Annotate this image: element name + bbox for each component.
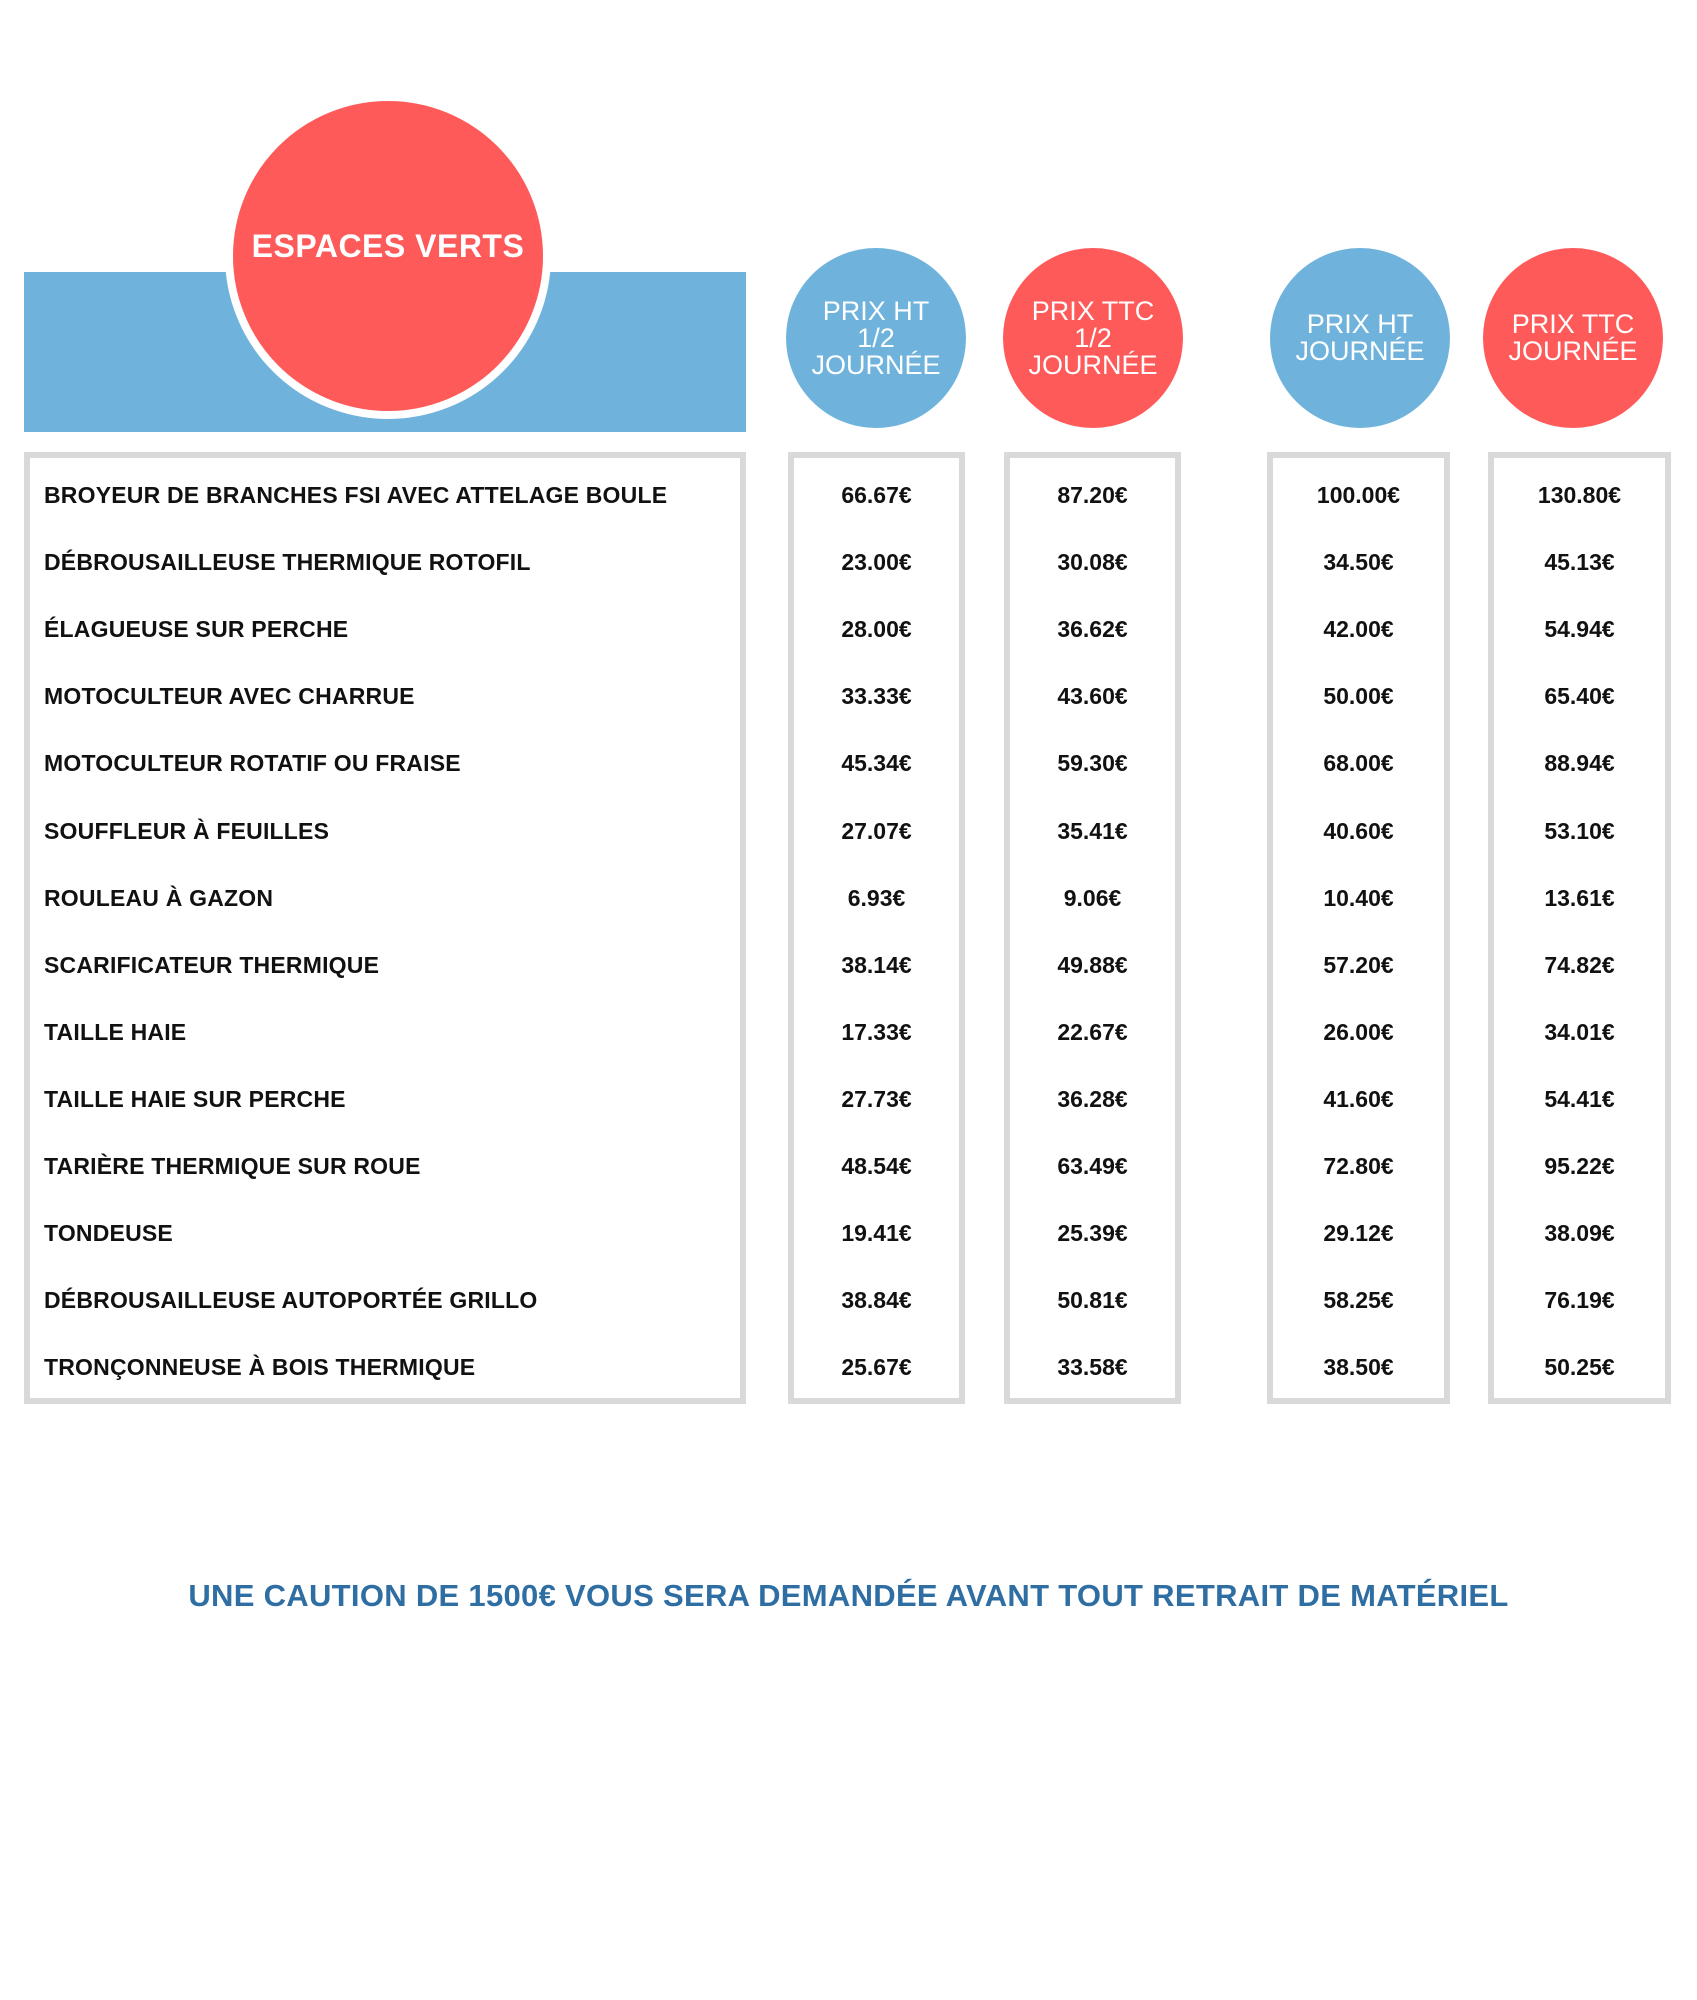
- price-cell: [794, 883, 959, 913]
- price-value: 33.33€: [841, 682, 912, 709]
- price-value: 48.54€: [841, 1152, 912, 1179]
- price-value: 35.41€: [1057, 817, 1128, 844]
- price-value: 19.41€: [841, 1219, 912, 1246]
- price-column-header-line: JOURNÉE: [1295, 336, 1425, 366]
- price-column-header-line: PRIX HT: [1306, 309, 1414, 339]
- price-value: 66.67€: [841, 481, 912, 508]
- price-value: 36.28€: [1057, 1085, 1128, 1112]
- price-cell: [1010, 614, 1175, 644]
- price-value: 9.06€: [1063, 884, 1122, 911]
- price-cell: [794, 1285, 959, 1315]
- price-value: 53.10€: [1544, 817, 1615, 844]
- price-cell: [1494, 614, 1665, 644]
- price-cell: [794, 950, 959, 980]
- price-cell: [1273, 1285, 1444, 1315]
- price-value: 27.07€: [841, 817, 912, 844]
- price-value: 63.49€: [1057, 1152, 1128, 1179]
- item-name: TARIÈRE THERMIQUE SUR ROUE: [44, 1152, 421, 1179]
- price-cell: [1010, 883, 1175, 913]
- price-value: 33.58€: [1057, 1353, 1128, 1380]
- price-column-header-line: 1/2: [1074, 322, 1112, 353]
- price-cell: [1494, 1352, 1665, 1382]
- price-value: 100.00€: [1316, 481, 1401, 508]
- price-value: 38.14€: [841, 951, 912, 978]
- price-cell: [1010, 1017, 1175, 1047]
- price-value: 38.09€: [1544, 1219, 1615, 1246]
- price-cell: [1494, 1017, 1665, 1047]
- item-name: TRONÇONNEUSE À BOIS THERMIQUE: [44, 1353, 476, 1380]
- price-value: 30.08€: [1057, 548, 1128, 575]
- price-value: 42.00€: [1323, 615, 1394, 642]
- price-cell: [1273, 883, 1444, 913]
- category-circle: [225, 93, 551, 419]
- price-cell: [1273, 950, 1444, 980]
- list-item: [30, 1017, 740, 1047]
- price-cell: [1010, 681, 1175, 711]
- price-value: 27.73€: [841, 1085, 912, 1112]
- price-cell: [1010, 480, 1175, 510]
- price-column-header-2: [1270, 248, 1450, 428]
- price-value: 22.67€: [1057, 1018, 1128, 1045]
- price-cell: [794, 1017, 959, 1047]
- price-cell: [1273, 1352, 1444, 1382]
- item-name: MOTOCULTEUR AVEC CHARRUE: [44, 682, 415, 709]
- price-value: 45.34€: [841, 749, 912, 776]
- price-cell: [1010, 950, 1175, 980]
- item-name: TAILLE HAIE: [44, 1018, 187, 1045]
- list-item: [30, 1151, 740, 1181]
- price-cell: [1010, 547, 1175, 577]
- price-value: 50.25€: [1544, 1353, 1615, 1380]
- price-cell: [1494, 748, 1665, 778]
- list-item: [30, 883, 740, 913]
- price-cell: [794, 1151, 959, 1181]
- price-cell: [1273, 1017, 1444, 1047]
- price-cell: [1494, 681, 1665, 711]
- price-cell: [1273, 1151, 1444, 1181]
- price-cell: [794, 547, 959, 577]
- price-cell: [794, 1084, 959, 1114]
- item-name: MOTOCULTEUR ROTATIF OU FRAISE: [44, 749, 461, 776]
- price-cell: [1010, 1084, 1175, 1114]
- price-cell: [1273, 748, 1444, 778]
- price-value: 10.40€: [1323, 884, 1394, 911]
- price-column-ht-day: [1267, 452, 1450, 1404]
- price-cell: [1010, 816, 1175, 846]
- price-column-header-3: [1483, 248, 1663, 428]
- price-value: 95.22€: [1544, 1152, 1615, 1179]
- price-value: 50.00€: [1323, 682, 1394, 709]
- item-name: TAILLE HAIE SUR PERCHE: [44, 1085, 346, 1112]
- list-item: [30, 547, 740, 577]
- item-name: TONDEUSE: [44, 1219, 173, 1246]
- price-value: 23.00€: [841, 548, 912, 575]
- price-value: 29.12€: [1323, 1219, 1394, 1246]
- price-value: 13.61€: [1544, 884, 1615, 911]
- price-cell: [794, 1352, 959, 1382]
- price-value: 76.19€: [1544, 1286, 1615, 1313]
- list-item: [30, 1352, 740, 1382]
- price-value: 43.60€: [1057, 682, 1128, 709]
- price-value: 45.13€: [1544, 548, 1615, 575]
- list-item: [30, 748, 740, 778]
- item-name: ROULEAU À GAZON: [44, 884, 274, 911]
- item-name: BROYEUR DE BRANCHES FSI AVEC ATTELAGE BOULE: [44, 481, 668, 508]
- price-cell: [794, 614, 959, 644]
- price-cell: [1494, 950, 1665, 980]
- price-value: 34.01€: [1544, 1018, 1615, 1045]
- list-item: [30, 614, 740, 644]
- price-column-header-line: PRIX TTC: [1031, 295, 1155, 326]
- price-column-ttc-half-day: [1004, 452, 1181, 1404]
- list-item: [30, 1218, 740, 1248]
- price-cell: [1494, 1151, 1665, 1181]
- price-cell: [1273, 480, 1444, 510]
- price-value: 68.00€: [1323, 749, 1394, 776]
- price-column-header-line: JOURNÉE: [1508, 336, 1638, 366]
- item-name: SOUFFLEUR À FEUILLES: [44, 817, 330, 844]
- item-name: DÉBROUSAILLEUSE AUTOPORTÉE GRILLO: [44, 1286, 538, 1313]
- list-item: [30, 950, 740, 980]
- price-cell: [794, 748, 959, 778]
- price-value: 57.20€: [1323, 951, 1394, 978]
- list-item: [30, 1084, 740, 1114]
- price-cell: [1494, 480, 1665, 510]
- price-column-header-line: PRIX TTC: [1511, 309, 1635, 339]
- price-column-header-0: [786, 248, 966, 428]
- list-item: [30, 480, 740, 510]
- price-column-header-line: PRIX HT: [822, 295, 930, 326]
- price-value: 54.41€: [1544, 1085, 1615, 1112]
- price-value: 58.25€: [1323, 1286, 1394, 1313]
- price-cell: [1273, 681, 1444, 711]
- price-value: 26.00€: [1323, 1018, 1394, 1045]
- price-value: 28.00€: [841, 615, 912, 642]
- price-value: 40.60€: [1323, 817, 1394, 844]
- price-cell: [1010, 1218, 1175, 1248]
- price-column-ttc-day: [1488, 452, 1671, 1404]
- list-item: [30, 1285, 740, 1315]
- price-column-header-line: JOURNÉE: [811, 349, 941, 380]
- price-cell: [1494, 1285, 1665, 1315]
- list-item: [30, 816, 740, 846]
- category-title: ESPACES VERTS: [251, 227, 525, 264]
- price-value: 41.60€: [1323, 1085, 1394, 1112]
- price-value: 65.40€: [1544, 682, 1615, 709]
- list-item: [30, 681, 740, 711]
- price-value: 87.20€: [1057, 481, 1128, 508]
- price-cell: [1273, 816, 1444, 846]
- price-value: 36.62€: [1057, 615, 1128, 642]
- price-cell: [794, 681, 959, 711]
- price-cell: [794, 816, 959, 846]
- price-cell: [1010, 1151, 1175, 1181]
- price-column-ht-half-day: [788, 452, 965, 1404]
- item-name: ÉLAGUEUSE SUR PERCHE: [44, 615, 349, 642]
- price-column-header-line: JOURNÉE: [1028, 349, 1158, 380]
- price-cell: [1273, 1218, 1444, 1248]
- item-name: SCARIFICATEUR THERMIQUE: [44, 951, 380, 978]
- price-value: 88.94€: [1544, 749, 1615, 776]
- price-cell: [1494, 1084, 1665, 1114]
- price-value: 130.80€: [1537, 481, 1622, 508]
- item-name: DÉBROUSAILLEUSE THERMIQUE ROTOFIL: [44, 548, 531, 575]
- items-list: [24, 452, 746, 1404]
- price-cell: [1273, 614, 1444, 644]
- price-cell: [794, 1218, 959, 1248]
- price-value: 25.67€: [841, 1353, 912, 1380]
- price-cell: [1494, 1218, 1665, 1248]
- price-value: 59.30€: [1057, 749, 1128, 776]
- price-value: 38.84€: [841, 1286, 912, 1313]
- price-cell: [1494, 883, 1665, 913]
- price-column-header-1: [1003, 248, 1183, 428]
- price-value: 6.93€: [847, 884, 906, 911]
- price-cell: [1273, 547, 1444, 577]
- price-cell: [1010, 1352, 1175, 1382]
- price-value: 38.50€: [1323, 1353, 1394, 1380]
- price-column-header-line: 1/2: [857, 322, 895, 353]
- price-value: 54.94€: [1544, 615, 1615, 642]
- price-value: 74.82€: [1544, 951, 1615, 978]
- price-value: 34.50€: [1323, 548, 1394, 575]
- price-cell: [794, 480, 959, 510]
- price-cell: [1494, 816, 1665, 846]
- price-cell: [1010, 748, 1175, 778]
- price-cell: [1273, 1084, 1444, 1114]
- deposit-notice: UNE CAUTION DE 1500€ VOUS SERA DEMANDÉE AVANT TOUT RETRAIT DE MATÉRIEL: [188, 1578, 1509, 1613]
- price-cell: [1494, 547, 1665, 577]
- price-value: 25.39€: [1057, 1219, 1128, 1246]
- price-value: 50.81€: [1057, 1286, 1128, 1313]
- price-value: 17.33€: [841, 1018, 912, 1045]
- price-cell: [1010, 1285, 1175, 1315]
- price-value: 49.88€: [1057, 951, 1128, 978]
- price-value: 72.80€: [1323, 1152, 1394, 1179]
